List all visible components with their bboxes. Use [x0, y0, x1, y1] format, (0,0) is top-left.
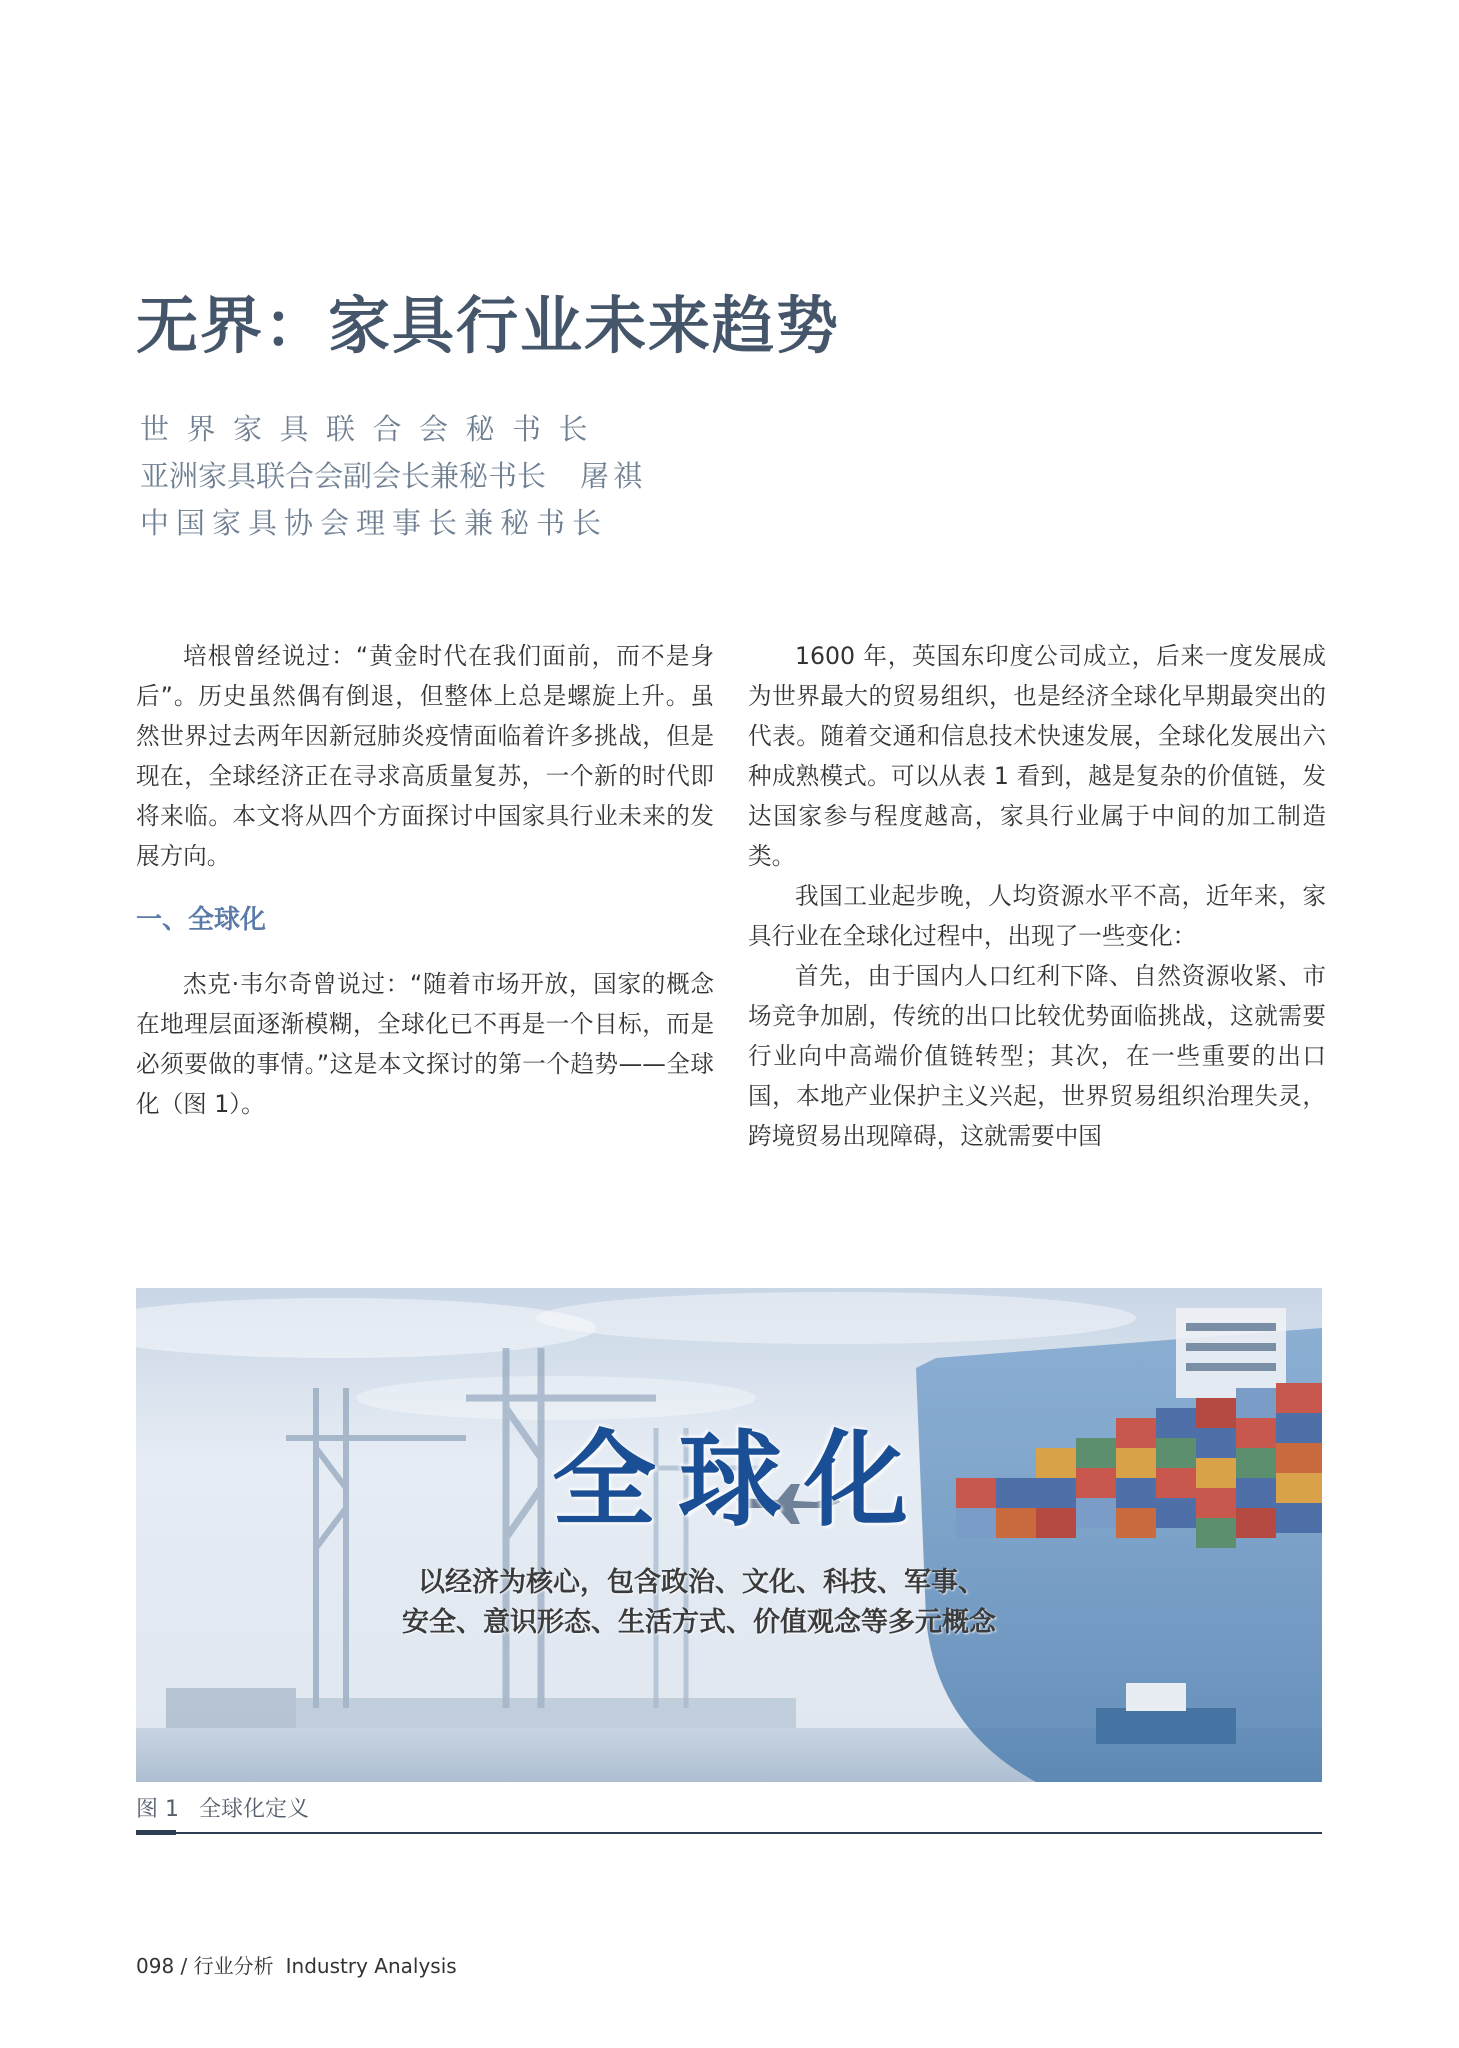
author-name: 屠祺 [580, 459, 647, 493]
figure-globalization [136, 1288, 1322, 1782]
caption-accent-bar [136, 1830, 176, 1835]
east-india-paragraph: 1600 年，英国东印度公司成立，后来一度发展成为世界最大的贸易组织，也是经济全球化早期最突出的代表。随着交通和信息技术快速发展，全球化发展出六种成熟模式。可以从表 1 看到，越是复杂的价值链，发达国家参与程度越高，家具行业属于中间的加工制造类。 [748, 642, 1326, 870]
first-second-paragraph: 首先，由于国内人口红利下降、自然资源收紧、市场竞争加剧，传统的出口比较优势面临挑战，这就需要行业向中高端价值链转型；其次，在一些重要的出口国，本地产业保护主义兴起，世界贸易组织治理失灵，跨境贸易出现障碍，这就需要中国 [748, 962, 1326, 1150]
caption-number: 图 1 [136, 1797, 179, 1822]
author-title-1: 世界家具联合会秘书长 [140, 412, 606, 446]
section-name-en: Industry Analysis [285, 1954, 457, 1978]
article-title: 无界：家具行业未来趋势 [136, 289, 841, 362]
author-title-2: 亚洲家具联合会副会长兼秘书长 [140, 459, 547, 493]
welch-quote-paragraph: 杰克·韦尔奇曾说过：“随着市场开放，国家的概念在地理层面逐渐模糊，全球化已不再是一个目标，而是必须要做的事情。”这是本文探讨的第一个趋势——全球化（图 1）。 [136, 970, 714, 1118]
section-name: / 行业分析 [180, 1954, 274, 1978]
author-title-3: 中国家具协会理事长兼秘书长 [140, 506, 609, 540]
figure-subline-1: 以经济为核心，包含政治、文化、科技、军事、 [418, 1567, 985, 1598]
section-heading-globalization: 一、全球化 [136, 905, 267, 935]
industry-change-paragraph: 我国工业起步晚，人均资源水平不高，近年来，家具行业在全球化过程中，出现了一些变化： [748, 882, 1326, 950]
caption-rule [136, 1832, 1322, 1834]
page-number: 098 [136, 1954, 175, 1978]
figure-subline-2: 安全、意识形态、生活方式、价值观念等多元概念 [402, 1607, 996, 1638]
intro-paragraph: 培根曾经说过：“黄金时代在我们面前，而不是身后”。历史虽然偶有倒退，但整体上总是螺旋上升。虽然世界过去两年因新冠肺炎疫情面临着许多挑战，但是现在，全球经济正在寻求高质量复苏，一个新的时代即将来临。本文将从四个方面探讨中国家具行业未来的发展方向。 [136, 642, 714, 870]
left-column [136, 636, 714, 1124]
figure-caption [136, 1795, 1322, 1825]
figure-headline: 全球化 [552, 1419, 931, 1541]
right-column [748, 636, 1326, 1156]
author-block [140, 406, 646, 547]
page-footer [136, 1950, 457, 1979]
caption-text: 全球化定义 [199, 1797, 310, 1822]
author-title-2-row [140, 453, 646, 500]
